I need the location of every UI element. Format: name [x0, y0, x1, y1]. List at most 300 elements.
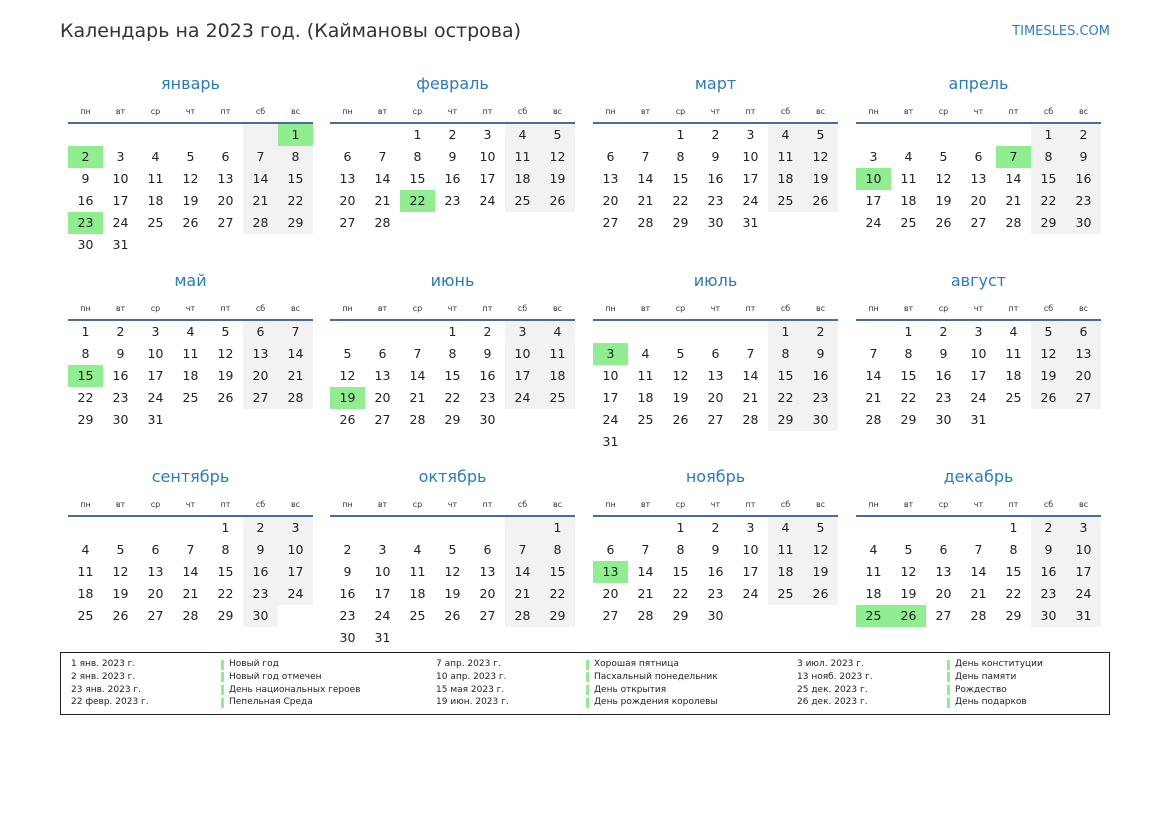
weekday-label: вс [290, 107, 301, 116]
day-cell: 18 [865, 586, 882, 601]
day-cell: 22 [278, 190, 313, 212]
day-cell: 6 [711, 346, 720, 361]
weekday-label: вс [552, 107, 563, 116]
day-cell: 28 [374, 215, 391, 230]
day-cell: 12 [803, 539, 838, 561]
day-cell: 16 [77, 193, 94, 208]
legend-row [71, 658, 360, 671]
day-cell: 28 [637, 215, 654, 230]
day-cell: 30 [479, 412, 496, 427]
day-cell: 14 [637, 171, 654, 186]
empty-day-cell [365, 321, 400, 343]
weekday-header [856, 497, 1101, 513]
day-cell: 5 [676, 346, 685, 361]
day-cell: 23 [707, 193, 724, 208]
day-cell: 8 [81, 346, 90, 361]
day-cell: 4 [151, 149, 160, 164]
legend-column [436, 658, 718, 709]
day-cell: 19 [935, 193, 952, 208]
month-5 [68, 269, 313, 431]
day-cell: 12 [935, 171, 952, 186]
weekday-label: вс [815, 500, 826, 509]
weekday-header [593, 497, 838, 513]
legend-row [436, 658, 718, 671]
empty-day-cell [856, 124, 891, 146]
empty-day-cell [540, 409, 575, 431]
weekday-label: пт [482, 304, 493, 313]
holiday-name: Пасхальный понедельник [594, 671, 718, 682]
day-cell: 25 [147, 215, 164, 230]
weekday-label: вт [640, 304, 651, 313]
month-3 [593, 72, 838, 234]
day-cell: 6 [378, 346, 387, 361]
day-cell: 5 [803, 124, 838, 146]
day-cell: 18 [147, 193, 164, 208]
day-cell: 27 [243, 387, 278, 409]
empty-day-cell [505, 409, 540, 431]
empty-day-cell [593, 124, 628, 146]
holiday-marker [586, 698, 589, 708]
day-cell: 27 [602, 608, 619, 623]
day-cell: 10 [742, 149, 759, 164]
weekday-label: ср [150, 304, 161, 313]
legend-row [71, 696, 360, 709]
day-cell: 2 [711, 127, 720, 142]
empty-day-cell [173, 124, 208, 146]
day-cell: 1 [676, 127, 685, 142]
day-cell: 31 [970, 412, 987, 427]
day-cell: 8 [676, 542, 685, 557]
empty-day-cell [768, 605, 803, 627]
weekday-label: пн [605, 107, 616, 116]
month-7 [593, 269, 838, 453]
day-cell: 19 [444, 586, 461, 601]
holiday-name: Рождество [955, 684, 1007, 695]
weekday-label: чт [710, 500, 721, 509]
weekday-header [330, 497, 575, 513]
empty-day-cell [243, 124, 278, 146]
day-cell: 17 [602, 390, 619, 405]
day-cell: 23 [243, 583, 278, 605]
holiday-date: 26 дек. 2023 г. [797, 697, 868, 708]
day-cell: 24 [865, 215, 882, 230]
empty-day-cell [278, 409, 313, 431]
weekday-label: вт [115, 107, 126, 116]
day-cell: 30 [707, 215, 724, 230]
day-grid [68, 321, 313, 431]
weekday-header [68, 301, 313, 317]
day-cell: 22 [900, 390, 917, 405]
day-cell: 2 [343, 542, 352, 557]
empty-day-cell [803, 605, 838, 627]
day-cell: 31 [1066, 605, 1101, 627]
site-link[interactable]: TIMESLES.COM [1012, 24, 1110, 39]
day-cell: 2 [483, 324, 492, 339]
day-cell: 13 [374, 368, 391, 383]
month-12 [856, 465, 1101, 627]
day-cell: 3 [974, 324, 983, 339]
day-cell: 13 [479, 564, 496, 579]
day-cell: 29 [540, 605, 575, 627]
month-name: сентябрь [151, 467, 230, 486]
day-cell: 7 [641, 542, 650, 557]
holiday-date: 25 дек. 2023 г. [797, 684, 868, 695]
day-cell: 16 [935, 368, 952, 383]
day-cell: 5 [343, 346, 352, 361]
day-cell: 11 [768, 539, 803, 561]
empty-day-cell [400, 627, 435, 649]
weekday-label: ср [412, 304, 423, 313]
day-cell: 27 [602, 215, 619, 230]
empty-day-cell [926, 517, 961, 539]
day-cell: 21 [278, 365, 313, 387]
day-cell: 22 [540, 583, 575, 605]
empty-day-cell [208, 124, 243, 146]
month-name: май [174, 271, 207, 290]
day-cell: 31 [742, 215, 759, 230]
weekday-label: вт [377, 500, 388, 509]
weekday-label: вс [290, 500, 301, 509]
weekday-header [330, 301, 575, 317]
weekday-label: пт [220, 500, 231, 509]
day-cell: 15 [672, 564, 689, 579]
day-cell: 16 [479, 368, 496, 383]
weekday-label: чт [973, 107, 984, 116]
day-grid [856, 321, 1101, 431]
day-cell: 29 [672, 608, 689, 623]
holiday-name: День памяти [955, 671, 1017, 682]
day-cell: 25 [637, 412, 654, 427]
day-cell: 15 [444, 368, 461, 383]
holiday-marker [586, 660, 589, 670]
legend-column [797, 658, 1043, 709]
day-cell: 17 [112, 193, 129, 208]
day-cell: 22 [1031, 190, 1066, 212]
day-cell: 25 [182, 390, 199, 405]
weekday-header [856, 104, 1101, 120]
day-cell: 10 [742, 542, 759, 557]
day-cell: 6 [939, 542, 948, 557]
day-cell: 20 [1066, 365, 1101, 387]
day-cell: 8 [676, 149, 685, 164]
day-cell: 2 [939, 324, 948, 339]
day-cell: 25 [540, 387, 575, 409]
day-cell: 5 [186, 149, 195, 164]
day-cell: 20 [602, 586, 619, 601]
day-cell: 7 [505, 539, 540, 561]
holiday-marker [221, 685, 224, 695]
weekday-label: вт [115, 500, 126, 509]
day-cell: 12 [803, 146, 838, 168]
day-grid [593, 124, 838, 234]
empty-day-cell [891, 124, 926, 146]
holiday-date: 7 апр. 2023 г. [436, 659, 501, 669]
empty-day-cell [505, 517, 540, 539]
day-cell: 27 [479, 608, 496, 623]
empty-day-cell [103, 124, 138, 146]
empty-day-cell [891, 517, 926, 539]
weekday-label: чт [973, 304, 984, 313]
empty-day-cell [768, 212, 803, 234]
day-cell: 3 [746, 127, 755, 142]
day-cell: 22 [444, 390, 461, 405]
month-name: декабрь [943, 467, 1014, 486]
weekday-header [330, 104, 575, 120]
day-cell: 28 [409, 412, 426, 427]
month-name: июнь [430, 271, 475, 290]
weekday-label: ср [938, 500, 949, 509]
day-cell: 18 [768, 561, 803, 583]
day-cell: 21 [865, 390, 882, 405]
day-cell: 26 [540, 190, 575, 212]
day-cell: 18 [505, 168, 540, 190]
month-name: октябрь [418, 467, 487, 486]
day-cell: 15 [409, 171, 426, 186]
holiday-marker [221, 660, 224, 670]
day-cell: 26 [444, 608, 461, 623]
empty-day-cell [628, 517, 663, 539]
empty-day-cell [470, 212, 505, 234]
holiday-date: 22 февр. 2023 г. [71, 697, 149, 708]
day-cell: 25 [77, 608, 94, 623]
day-cell: 3 [151, 324, 160, 339]
legend-row [797, 696, 1043, 709]
empty-day-cell [103, 517, 138, 539]
day-cell: 18 [540, 365, 575, 387]
day-cell: 2 [1066, 124, 1101, 146]
day-cell: 10 [970, 346, 987, 361]
day-cell: 11 [637, 368, 654, 383]
day-cell: 9 [1031, 539, 1066, 561]
empty-day-cell [663, 431, 698, 453]
legend-row [797, 658, 1043, 671]
day-cell: 13 [217, 171, 234, 186]
day-cell: 4 [413, 542, 422, 557]
weekday-header [593, 301, 838, 317]
day-cell: 23 [935, 390, 952, 405]
day-cell: 21 [243, 190, 278, 212]
empty-day-cell [435, 517, 470, 539]
day-cell: 25 [856, 605, 891, 627]
weekday-label: сб [517, 500, 528, 509]
day-cell: 16 [444, 171, 461, 186]
day-grid [593, 321, 838, 453]
day-cell: 25 [900, 215, 917, 230]
day-cell: 22 [768, 387, 803, 409]
day-cell: 2 [116, 324, 125, 339]
day-cell: 7 [243, 146, 278, 168]
empty-day-cell [856, 517, 891, 539]
empty-day-cell [278, 605, 313, 627]
empty-day-cell [961, 517, 996, 539]
day-cell: 5 [448, 542, 457, 557]
day-cell: 9 [483, 346, 492, 361]
day-cell: 16 [707, 171, 724, 186]
holiday-name: День рождения королевы [594, 697, 718, 708]
day-cell: 9 [711, 149, 720, 164]
empty-day-cell [698, 321, 733, 343]
day-grid [68, 517, 313, 627]
day-cell: 8 [768, 343, 803, 365]
day-cell: 4 [540, 321, 575, 343]
weekday-label: вт [903, 500, 914, 509]
day-cell: 24 [112, 215, 129, 230]
month-name: ноябрь [685, 467, 746, 486]
day-cell: 4 [768, 124, 803, 146]
day-cell: 12 [444, 564, 461, 579]
month-2 [330, 72, 575, 234]
day-cell: 14 [409, 368, 426, 383]
legend-row [797, 671, 1043, 684]
weekday-label: сб [255, 107, 266, 116]
day-cell: 3 [869, 149, 878, 164]
day-cell: 30 [803, 409, 838, 431]
day-cell: 16 [243, 561, 278, 583]
day-cell: 26 [112, 608, 129, 623]
day-cell: 15 [217, 564, 234, 579]
day-cell: 9 [81, 171, 90, 186]
weekday-label: пт [745, 500, 756, 509]
day-cell: 6 [483, 542, 492, 557]
day-cell: 22 [217, 586, 234, 601]
day-cell: 19 [217, 368, 234, 383]
day-cell: 12 [900, 564, 917, 579]
day-cell: 3 [593, 343, 628, 365]
weekday-label: пн [868, 107, 879, 116]
weekday-label: вт [640, 107, 651, 116]
empty-day-cell [435, 212, 470, 234]
day-cell: 10 [856, 168, 891, 190]
legend-row [71, 684, 360, 697]
empty-day-cell [400, 321, 435, 343]
day-cell: 20 [374, 390, 391, 405]
day-cell: 25 [1005, 390, 1022, 405]
day-cell: 22 [400, 190, 435, 212]
day-cell: 11 [409, 564, 426, 579]
day-cell: 20 [243, 365, 278, 387]
empty-day-cell [173, 234, 208, 256]
empty-day-cell [768, 431, 803, 453]
day-cell: 19 [112, 586, 129, 601]
weekday-label: вт [115, 304, 126, 313]
day-cell: 18 [409, 586, 426, 601]
holiday-date: 2 янв. 2023 г. [71, 671, 136, 682]
day-cell: 8 [413, 149, 422, 164]
day-cell: 14 [278, 343, 313, 365]
day-cell: 21 [374, 193, 391, 208]
day-cell: 24 [374, 608, 391, 623]
holiday-name: Новый год [229, 659, 279, 669]
day-cell: 21 [970, 586, 987, 601]
day-cell: 3 [505, 321, 540, 343]
day-cell: 16 [1031, 561, 1066, 583]
empty-day-cell [435, 627, 470, 649]
day-cell: 17 [742, 564, 759, 579]
day-cell: 15 [1005, 564, 1022, 579]
day-cell: 11 [505, 146, 540, 168]
empty-day-cell [996, 124, 1031, 146]
month-name: январь [161, 74, 220, 93]
day-cell: 10 [147, 346, 164, 361]
legend-row [436, 696, 718, 709]
day-cell: 30 [707, 608, 724, 623]
day-cell: 23 [1066, 190, 1101, 212]
day-cell: 4 [186, 324, 195, 339]
weekday-label: чт [710, 107, 721, 116]
day-cell: 25 [768, 190, 803, 212]
holiday-date: 3 июл. 2023 г. [797, 659, 864, 669]
day-cell: 20 [479, 586, 496, 601]
weekday-label: ср [675, 500, 686, 509]
legend-row [436, 684, 718, 697]
day-cell: 13 [1066, 343, 1101, 365]
holiday-marker [947, 698, 950, 708]
day-cell: 31 [112, 237, 129, 252]
day-cell: 17 [742, 171, 759, 186]
weekday-label: вс [290, 304, 301, 313]
holiday-marker [947, 660, 950, 670]
empty-day-cell [1031, 409, 1066, 431]
day-cell: 5 [116, 542, 125, 557]
day-cell: 23 [479, 390, 496, 405]
holiday-name: День открытия [594, 684, 667, 695]
day-cell: 15 [68, 365, 103, 387]
weekday-label: сб [517, 304, 528, 313]
day-cell: 20 [707, 390, 724, 405]
day-cell: 11 [1005, 346, 1022, 361]
day-cell: 14 [865, 368, 882, 383]
day-cell: 14 [374, 171, 391, 186]
empty-day-cell [628, 124, 663, 146]
month-8 [856, 269, 1101, 431]
day-cell: 22 [1005, 586, 1022, 601]
day-cell: 10 [602, 368, 619, 383]
day-cell: 1 [413, 127, 422, 142]
weekday-label: чт [710, 304, 721, 313]
day-cell: 8 [1009, 542, 1018, 557]
holiday-date: 23 янв. 2023 г. [71, 684, 141, 695]
day-cell: 26 [1031, 387, 1066, 409]
day-cell: 22 [77, 390, 94, 405]
empty-day-cell [138, 124, 173, 146]
day-cell: 6 [606, 542, 615, 557]
empty-day-cell [505, 212, 540, 234]
day-cell: 19 [900, 586, 917, 601]
day-cell: 30 [935, 412, 952, 427]
day-cell: 13 [147, 564, 164, 579]
day-cell: 30 [77, 237, 94, 252]
day-cell: 31 [602, 434, 619, 449]
day-cell: 26 [803, 190, 838, 212]
day-cell: 7 [278, 321, 313, 343]
day-cell: 13 [243, 343, 278, 365]
day-cell: 1 [81, 324, 90, 339]
day-cell: 18 [1005, 368, 1022, 383]
empty-day-cell [138, 517, 173, 539]
weekday-label: пт [1008, 500, 1019, 509]
weekday-header [856, 301, 1101, 317]
day-cell: 20 [339, 193, 356, 208]
day-grid [856, 517, 1101, 627]
day-cell: 6 [243, 321, 278, 343]
day-cell: 3 [278, 517, 313, 539]
day-cell: 14 [505, 561, 540, 583]
day-cell: 17 [479, 171, 496, 186]
day-cell: 26 [935, 215, 952, 230]
holiday-name: Новый год отмечен [229, 671, 322, 682]
page-title: Календарь на 2023 год. (Каймановы острова) [60, 20, 522, 42]
day-cell: 16 [707, 564, 724, 579]
